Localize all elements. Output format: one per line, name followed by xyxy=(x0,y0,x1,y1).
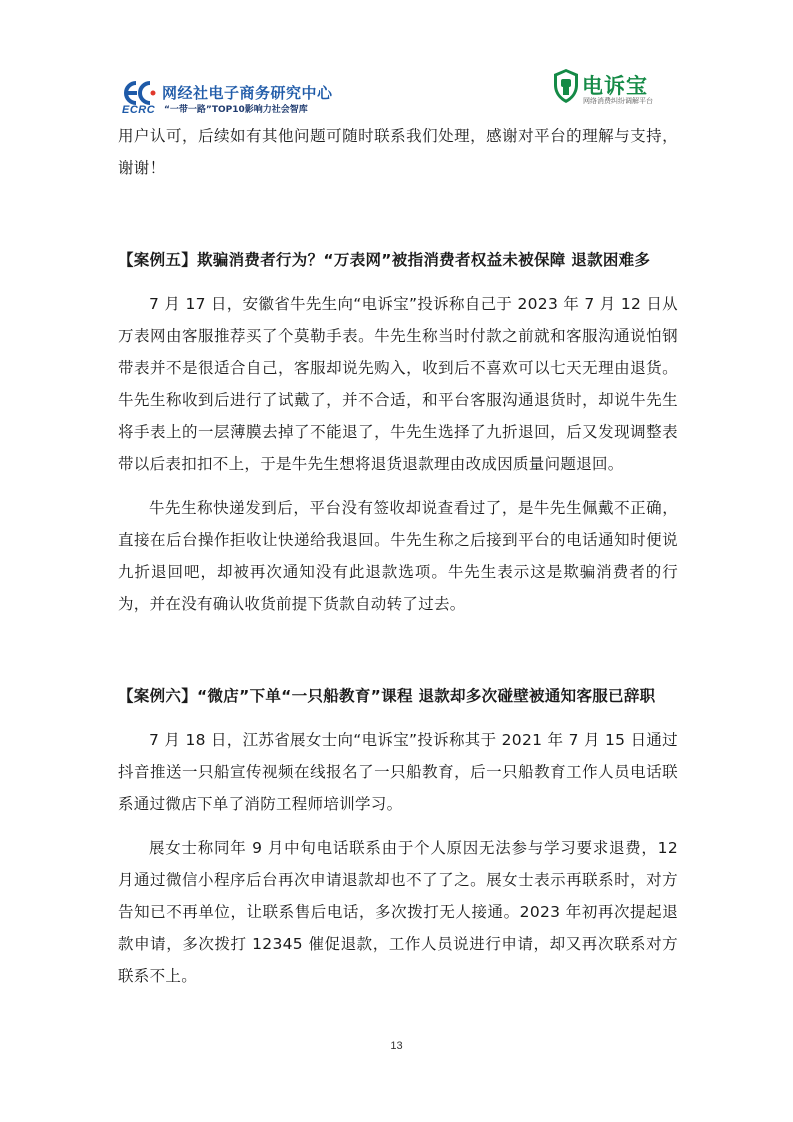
ecrc-abbr: ECRC xyxy=(122,104,156,116)
document-body xyxy=(118,120,678,992)
page-header xyxy=(0,0,793,120)
ecrc-logo xyxy=(120,76,370,116)
shield-fist-icon xyxy=(552,68,580,104)
case5-title: 【案例五】欺骗消费者行为？“万表网”被指消费者权益未被保障 退款困难多 xyxy=(118,251,651,269)
org-name: 网经社电子商务研究中心 xyxy=(162,84,333,102)
ecrc-emblem-icon xyxy=(120,80,160,106)
case5-paragraph: 牛先生称快递发到后，平台没有签收却说查看过了，是牛先生佩戴不正确，直接在后台操作拒收让快递给我退回。牛先生称之后接到平台的电话通知时便说九折退回吧，却被再次通知没有此退款选项。牛先生表示这是欺骗消费者的行为，并在没有确认收货前提下货款自动转了过去。 xyxy=(118,499,678,613)
brand-name: 电诉宝 xyxy=(582,74,648,98)
intro-paragraph: 用户认可，后续如有其他问题可随时联系我们处理，感谢对平台的理解与支持，谢谢！ xyxy=(118,127,678,177)
brand-slogan: 网络消费纠纷调解平台 xyxy=(583,97,653,105)
case6-paragraph: 展女士称同年 9 月中旬电话联系由于个人原因无法参与学习要求退费，12 月通过微信小程序后台再次申请退款却也不了了之。展女士表示再联系时，对方告知已不再单位，让联系售后电话，多次拨打无人接通。2023 年初再次提起退款申请，多次拨打 12345 催促退款，工作人员说进行申请，却又再次联系对方联系不上。 xyxy=(118,839,678,985)
page-number: 13 xyxy=(390,1040,403,1052)
case6-title: 【案例六】“微店”下单“一只船教育”课程 退款却多次碰壁被通知客服已辞职 xyxy=(118,687,656,705)
case5-section xyxy=(118,244,678,620)
case6-section xyxy=(118,680,678,992)
org-slogan: “一带一路”TOP10影响力社会智库 xyxy=(164,105,308,115)
case6-paragraph: 7 月 18 日，江苏省展女士向“电诉宝”投诉称其于 2021 年 7 月 15 日通过抖音推送一只船宣传视频在线报名了一只船教育，后一只船教育工作人员电话联系通过微店下单了消防工程师培训学习。 xyxy=(118,731,678,813)
dianshubao-logo xyxy=(552,68,682,108)
case5-paragraph: 7 月 17 日，安徽省牛先生向“电诉宝”投诉称自己于 2023 年 7 月 12 日从万表网由客服推荐买了个莫勒手表。牛先生称当时付款之前就和客服沟通说怕钢带表并不是很适合自己，客服却说先购入，收到后不喜欢可以七天无理由退货。牛先生称收到后进行了试戴了，并不合适，和平台客服沟通退货时，却说牛先生将手表上的一层薄膜去掉了不能退了，牛先生选择了九折退回，后又发现调整表带以后表扣扣不上，于是牛先生想将退货退款理由改成因质量问题退回。 xyxy=(118,295,678,473)
